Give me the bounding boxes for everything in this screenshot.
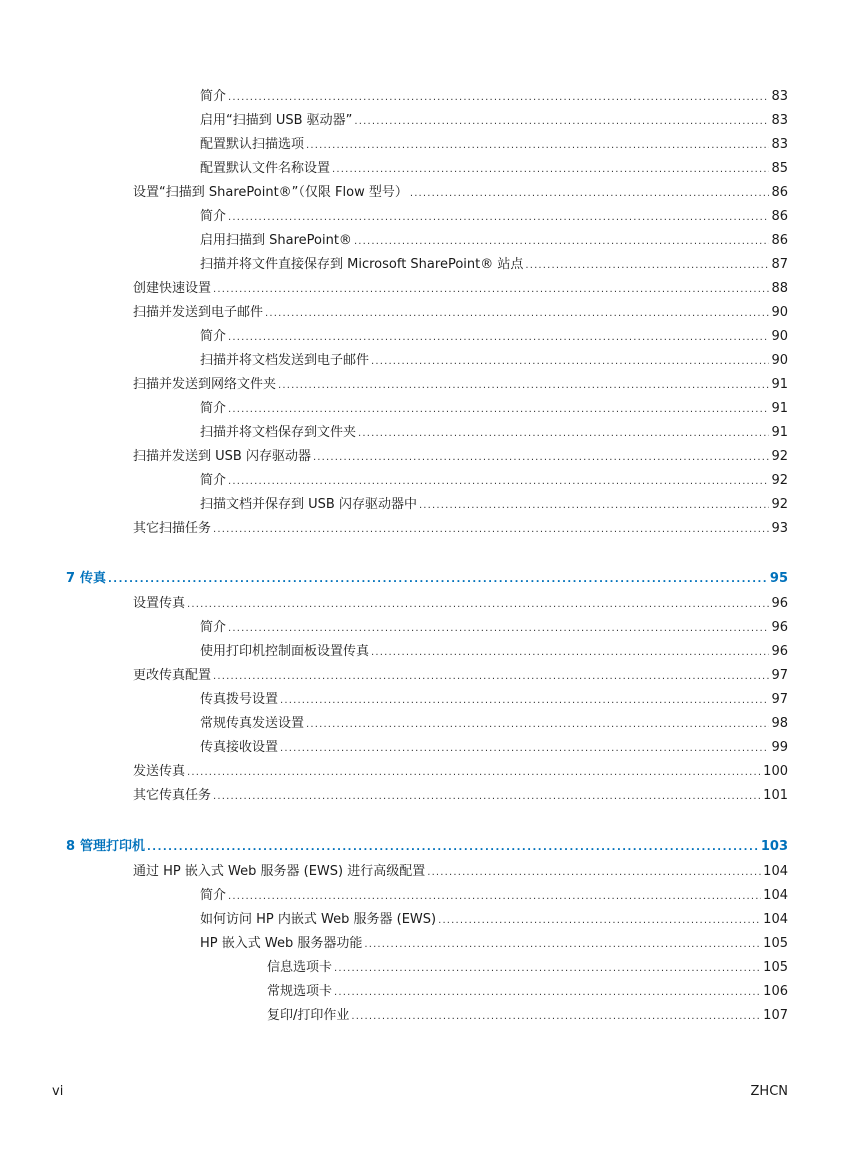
- dot-leader: [108, 570, 768, 589]
- toc-page-number: 90: [771, 329, 788, 344]
- toc-entry[interactable]: [267, 959, 788, 978]
- toc-page-number: 104: [763, 912, 788, 927]
- entry-title-text: 启用“扫描到 USB 驱动器”: [200, 113, 353, 128]
- dot-leader: [334, 983, 761, 1002]
- toc-entry[interactable]: [133, 863, 788, 882]
- dot-leader: [358, 424, 769, 443]
- entry-title-text: 配置默认文件名称设置: [200, 161, 331, 176]
- toc-entry[interactable]: [200, 232, 788, 251]
- toc-entry-title: [200, 935, 362, 953]
- toc-entry[interactable]: [200, 136, 788, 155]
- page-number: vi: [52, 1084, 64, 1099]
- dot-leader: [525, 256, 769, 275]
- dot-leader: [228, 472, 769, 491]
- toc-entry[interactable]: [133, 763, 788, 782]
- dot-leader: [354, 112, 769, 131]
- toc-page-number: 86: [771, 209, 788, 224]
- toc-entry[interactable]: [200, 208, 788, 227]
- toc-page-number: 98: [771, 716, 788, 731]
- dot-leader: [213, 667, 769, 686]
- toc-entry-title: [200, 643, 369, 661]
- entry-title-text: 设置传真: [133, 596, 186, 611]
- entry-title-text: 简介: [200, 473, 227, 488]
- toc-chapter-entry[interactable]: [66, 570, 788, 589]
- dot-leader: [351, 1007, 761, 1026]
- toc-entry[interactable]: [200, 112, 788, 131]
- toc-entry-title: [200, 472, 226, 490]
- entry-title-text: 使用打印机控制面板设置传真: [200, 644, 370, 659]
- toc-entry-title: [133, 184, 408, 202]
- dot-leader: [228, 328, 769, 347]
- toc-page-number: 90: [771, 353, 788, 368]
- toc-page-number: 107: [763, 1008, 788, 1023]
- toc-entry-title: [133, 520, 211, 538]
- toc-entry-title: [66, 570, 106, 588]
- entry-title-text: 扫描并将文档发送到电子邮件: [200, 353, 370, 368]
- dot-leader: [427, 863, 761, 882]
- toc-entry[interactable]: [133, 520, 788, 539]
- dot-leader: [213, 280, 769, 299]
- toc-entry[interactable]: [133, 667, 788, 686]
- entry-title-text: HP 嵌入式 Web 服务器功能: [200, 936, 363, 951]
- dot-leader: [306, 136, 769, 155]
- dot-leader: [371, 352, 769, 371]
- toc-entry-title: [133, 304, 263, 322]
- toc-entry[interactable]: [133, 595, 788, 614]
- chapter-number: 7: [66, 571, 76, 586]
- entry-title-text: 扫描并将文件直接保存到 Microsoft SharePoint® 站点: [200, 257, 524, 272]
- toc-entry-title: [200, 715, 304, 733]
- toc-entry[interactable]: [200, 619, 788, 638]
- toc-page-number: 104: [763, 864, 788, 879]
- entry-title-text: 扫描并发送到网络文件夹: [133, 377, 277, 392]
- entry-title-text: 复印/打印作业: [267, 1008, 350, 1023]
- toc-entry-title: [200, 424, 356, 442]
- dot-leader: [187, 595, 769, 614]
- toc-entry-title: [133, 448, 311, 466]
- toc-page-number: 92: [771, 449, 788, 464]
- toc-page-number: 101: [763, 788, 788, 803]
- toc-entry-title: [133, 763, 185, 781]
- toc-entry[interactable]: [200, 935, 788, 954]
- dot-leader: [228, 619, 769, 638]
- toc-entry-title: [200, 88, 226, 106]
- toc-page-number: 83: [771, 113, 788, 128]
- dot-leader: [187, 763, 761, 782]
- dot-leader: [419, 496, 770, 515]
- dot-leader: [265, 304, 769, 323]
- entry-title-text: 其它扫描任务: [133, 521, 212, 536]
- toc-page-number: 105: [763, 936, 788, 951]
- toc-page-number: 103: [760, 839, 788, 854]
- dot-leader: [313, 448, 770, 467]
- entry-title-text: 简介: [200, 209, 227, 224]
- toc-entry[interactable]: [200, 643, 788, 662]
- toc-entry[interactable]: [133, 448, 788, 467]
- entry-title-text: 发送传真: [133, 764, 186, 779]
- toc-entry-title: [200, 691, 278, 709]
- toc-page-number: 87: [771, 257, 788, 272]
- toc-page-number: 96: [771, 596, 788, 611]
- entry-title-text: 常规选项卡: [267, 984, 333, 999]
- toc-entry[interactable]: [200, 887, 788, 906]
- entry-title-text: 简介: [200, 620, 227, 635]
- toc-page-number: 92: [771, 473, 788, 488]
- entry-title-text: 启用扫描到 SharePoint®: [200, 233, 352, 248]
- entry-title-text: 配置默认扫描选项: [200, 137, 305, 152]
- dot-leader: [334, 959, 761, 978]
- toc-entry[interactable]: [133, 376, 788, 395]
- entry-title-text: 管理打印机: [80, 839, 146, 854]
- dot-leader: [354, 232, 770, 251]
- toc-entry-title: [200, 328, 226, 346]
- toc-chapter-entry[interactable]: [66, 838, 788, 857]
- entry-title-text: 传真: [80, 571, 107, 586]
- entry-title-text: 简介: [200, 89, 227, 104]
- toc-page-number: 97: [771, 692, 788, 707]
- entry-title-text: 传真接收设置: [200, 740, 279, 755]
- toc-page-number: 96: [771, 644, 788, 659]
- entry-title-text: 扫描文档并保存到 USB 闪存驱动器中: [200, 497, 417, 512]
- toc-entry-title: [200, 232, 352, 250]
- dot-leader: [213, 787, 761, 806]
- toc-entry-title: [200, 911, 436, 929]
- toc-entry[interactable]: [200, 400, 788, 419]
- entry-title-text: 常规传真发送设置: [200, 716, 305, 731]
- toc-page-number: 96: [771, 620, 788, 635]
- dot-leader: [147, 838, 759, 857]
- entry-title-text: 简介: [200, 888, 227, 903]
- toc-entry[interactable]: [133, 787, 788, 806]
- toc-page-number: 100: [763, 764, 788, 779]
- toc-page-number: 92: [771, 497, 788, 512]
- toc-entry-title: [200, 160, 330, 178]
- toc-entry[interactable]: [200, 88, 788, 107]
- entry-title-text: 简介: [200, 329, 227, 344]
- dot-leader: [332, 160, 769, 179]
- toc-entry-title: [133, 667, 211, 685]
- toc-entry[interactable]: [200, 256, 788, 275]
- toc-page-number: 83: [771, 137, 788, 152]
- toc-entry-title: [200, 112, 352, 130]
- dot-leader: [371, 643, 769, 662]
- toc-entry[interactable]: [200, 328, 788, 347]
- toc-entry-title: [200, 208, 226, 226]
- toc-page-number: 104: [763, 888, 788, 903]
- toc-entry-title: [133, 787, 211, 805]
- dot-leader: [280, 739, 769, 758]
- toc-entry-title: [200, 256, 523, 274]
- toc-entry-title: [133, 376, 276, 394]
- toc-page-number: 91: [771, 401, 788, 416]
- toc-entry[interactable]: [200, 160, 788, 179]
- entry-title-text: 信息选项卡: [267, 960, 333, 975]
- toc-page-number: 91: [771, 377, 788, 392]
- toc-entry[interactable]: [200, 911, 788, 930]
- toc-entry[interactable]: [200, 691, 788, 710]
- toc-entry-title: [200, 496, 417, 514]
- toc-page-number: 93: [771, 521, 788, 536]
- toc-entry-title: [267, 959, 332, 977]
- toc-entry[interactable]: [200, 472, 788, 491]
- toc-entry[interactable]: [133, 280, 788, 299]
- dot-leader: [280, 691, 769, 710]
- dot-leader: [228, 400, 769, 419]
- entry-title-text: 设置“扫描到 SharePoint®”（仅限 Flow 型号）: [133, 185, 408, 200]
- dot-leader: [410, 184, 770, 203]
- locale-code: ZHCN: [750, 1084, 788, 1099]
- toc-entry-title: [66, 838, 145, 856]
- toc-page-number: 86: [771, 233, 788, 248]
- dot-leader: [228, 208, 769, 227]
- entry-title-text: 更改传真配置: [133, 668, 212, 683]
- toc-entry[interactable]: [133, 184, 788, 203]
- entry-title-text: 通过 HP 嵌入式 Web 服务器 (EWS) 进行高级配置: [133, 864, 426, 879]
- toc-entry-title: [133, 863, 425, 881]
- toc-entry[interactable]: [200, 739, 788, 758]
- toc-page-number: 90: [771, 305, 788, 320]
- toc-page-number: 105: [763, 960, 788, 975]
- toc-page-number: 91: [771, 425, 788, 440]
- toc-page-number: 83: [771, 89, 788, 104]
- toc-entry-title: [133, 595, 185, 613]
- toc-page-number: 85: [771, 161, 788, 176]
- entry-title-text: 其它传真任务: [133, 788, 212, 803]
- entry-title-text: 如何访问 HP 内嵌式 Web 服务器 (EWS): [200, 912, 437, 927]
- toc-entry[interactable]: [200, 715, 788, 734]
- toc-entry-title: [200, 739, 278, 757]
- dot-leader: [228, 88, 769, 107]
- dot-leader: [438, 911, 761, 930]
- toc-entry-title: [200, 619, 226, 637]
- dot-leader: [306, 715, 769, 734]
- toc-entry[interactable]: [200, 496, 788, 515]
- toc-entry-title: [133, 280, 211, 298]
- entry-title-text: 简介: [200, 401, 227, 416]
- toc-entry-title: [200, 136, 304, 154]
- entry-title-text: 创建快速设置: [133, 281, 212, 296]
- toc-entry[interactable]: [267, 983, 788, 1002]
- toc-entry[interactable]: [133, 304, 788, 323]
- toc-entry[interactable]: [200, 424, 788, 443]
- entry-title-text: 扫描并将文档保存到文件夹: [200, 425, 357, 440]
- dot-leader: [278, 376, 769, 395]
- entry-title-text: 传真拨号设置: [200, 692, 279, 707]
- dot-leader: [364, 935, 761, 954]
- toc-entry[interactable]: [267, 1007, 788, 1026]
- toc-entry-title: [200, 352, 369, 370]
- toc-entry-title: [200, 400, 226, 418]
- dot-leader: [228, 887, 761, 906]
- dot-leader: [213, 520, 769, 539]
- entry-title-text: 扫描并发送到 USB 闪存驱动器: [133, 449, 311, 464]
- toc-page-number: 95: [769, 571, 788, 586]
- entry-title-text: 扫描并发送到电子邮件: [133, 305, 264, 320]
- toc-page-number: 97: [771, 668, 788, 683]
- toc-entry-title: [200, 887, 226, 905]
- toc-entry-title: [267, 1007, 349, 1025]
- toc-page-number: 88: [771, 281, 788, 296]
- toc-page-number: 106: [763, 984, 788, 999]
- toc-page-number: 99: [771, 740, 788, 755]
- toc-entry[interactable]: [200, 352, 788, 371]
- toc-page-number: 86: [771, 185, 788, 200]
- toc-entry-title: [267, 983, 332, 1001]
- chapter-number: 8: [66, 839, 76, 854]
